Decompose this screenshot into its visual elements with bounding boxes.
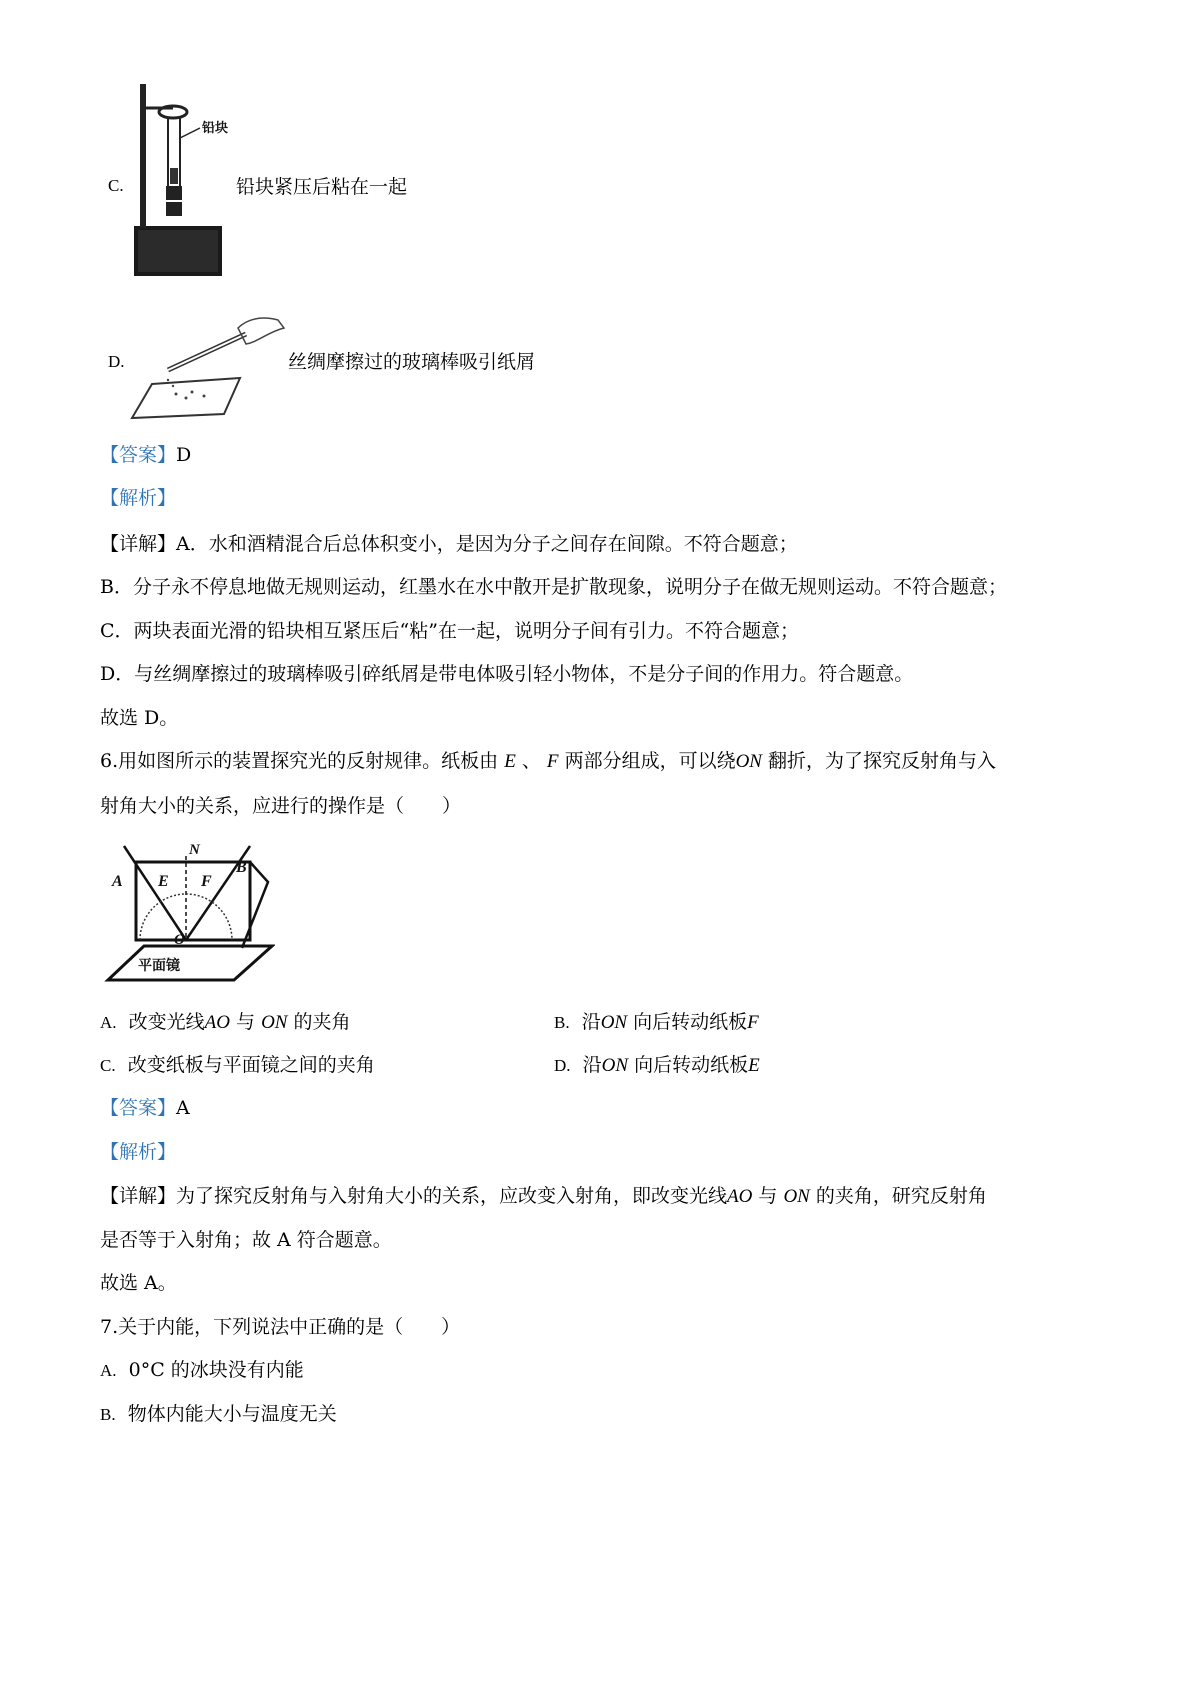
q5-answer [100,443,191,467]
q7-stem: 7.关于内能，下列说法中正确的是（ ） [100,1316,461,1338]
q6-stem-line-2: 射角大小的关系，应进行的操作是（ ） [100,795,462,817]
q6-conclusion: 故选 A。 [100,1272,177,1294]
board-label-f: F [201,873,212,890]
q6-option-a-var2: ON [261,1012,288,1033]
q6-option-c-letter: C. [100,1056,116,1075]
q6-detail-var2: ON [783,1186,810,1207]
answer-tag: 【答案】 [100,1097,177,1119]
q6-option-d-letter: D. [554,1056,571,1075]
q6-option-b-pre: 沿 [581,1011,601,1033]
q6-option-c-text: 改变纸板与平面镜之间的夹角 [127,1054,375,1076]
q7-option-a-text: 0°C 的冰块没有内能 [128,1359,304,1381]
q7-option-b [100,1402,337,1427]
q5-conclusion: 故选 D。 [100,707,179,729]
point-label-o: O [174,932,185,948]
lead-block-apparatus-figure [128,78,238,283]
q5-analysis-tag: 【解析】 [100,487,177,509]
q6-option-a-mid: 与 [236,1011,256,1033]
q6-option-d-var2: E [748,1055,760,1076]
q6-detail-line-1 [100,1184,987,1209]
q6-option-b-var1: ON [600,1012,628,1033]
q6-detail-pre: 【详解】为了探究反射角与入射角大小的关系，应改变入射角，即改变光线 [100,1185,728,1207]
q7-option-b-letter: B. [100,1405,116,1424]
q6-stem-line-1 [100,749,996,774]
q6-option-a [100,1010,351,1035]
q5-option-d-text: 丝绸摩擦过的玻璃棒吸引纸屑 [288,351,536,373]
q7-option-a-letter: A. [100,1361,117,1380]
q6-option-b-letter: B. [554,1013,570,1032]
q5-detail-line-4: D．与丝绸摩擦过的玻璃棒吸引碎纸屑是带电体吸引轻小物体，不是分子间的作用力。符合题意。 [100,663,914,685]
answer-value: A [176,1097,190,1119]
q6-option-b-var2: F [747,1012,759,1033]
q6-option-d-var1: ON [601,1055,629,1076]
ray-label-a: A [112,873,123,890]
glass-rod-paper-figure [128,298,288,422]
q6-option-b-mid: 向后转动纸板 [633,1011,748,1033]
ray-label-b: B [236,859,247,876]
q6-option-b [554,1010,759,1035]
q6-stem-b: 两部分组成，可以绕 [564,750,736,772]
normal-label-n: N [189,842,200,858]
answer-value: D [176,444,192,466]
q5-option-d-letter: D. [108,352,125,371]
q5-detail-line-1: 【详解】A．水和酒精混合后总体积变小，是因为分子之间存在间隙。不符合题意； [100,533,798,555]
q6-var-f: F [546,751,559,772]
q5-option-c-letter: C. [108,176,124,195]
q6-option-a-post: 的夹角 [293,1011,351,1033]
q5-detail-line-3: C．两块表面光滑的铅块相互紧压后“粘”在一起，说明分子间有引力。不符合题意； [100,620,799,642]
q6-detail-mid: 与 [758,1185,778,1207]
lead-block-figure-label: 铅块 [202,120,229,135]
answer-tag: 【答案】 [100,444,177,466]
q6-detail-line-2: 是否等于入射角；故 A 符合题意。 [100,1229,392,1251]
q6-option-d-pre: 沿 [582,1054,602,1076]
q6-option-a-pre: 改变光线 [128,1011,205,1033]
q6-option-a-var1: AO [204,1012,230,1033]
q6-var-on: ON [735,751,762,772]
q6-option-a-letter: A. [100,1013,117,1032]
q6-answer [100,1096,190,1120]
q6-sep: 、 [521,750,541,772]
q5-option-c-text: 铅块紧压后粘在一起 [236,176,408,198]
q6-stem-a: 6.用如图所示的装置探究光的反射规律。纸板由 [100,750,499,772]
q6-analysis-tag: 【解析】 [100,1141,177,1163]
q6-option-c [100,1053,375,1078]
q6-detail-var1: AO [727,1186,753,1207]
board-label-e: E [158,873,169,890]
q6-stem-c: 翻折，为了探究反射角与入 [768,750,997,772]
q5-detail-line-2: B．分子永不停息地做无规则运动，红墨水在水中散开是扩散现象，说明分子在做无规则运动。不符合题意； [100,576,1007,598]
q6-option-d [554,1053,760,1078]
q6-detail-post: 的夹角，研究反射角 [815,1185,987,1207]
q6-option-d-mid: 向后转动纸板 [634,1054,749,1076]
q7-option-a [100,1358,304,1383]
q6-var-e: E [504,751,516,772]
reflection-apparatus-figure [100,836,275,986]
q7-option-b-text: 物体内能大小与温度无关 [127,1403,337,1425]
mirror-label: 平面镜 [138,959,180,974]
